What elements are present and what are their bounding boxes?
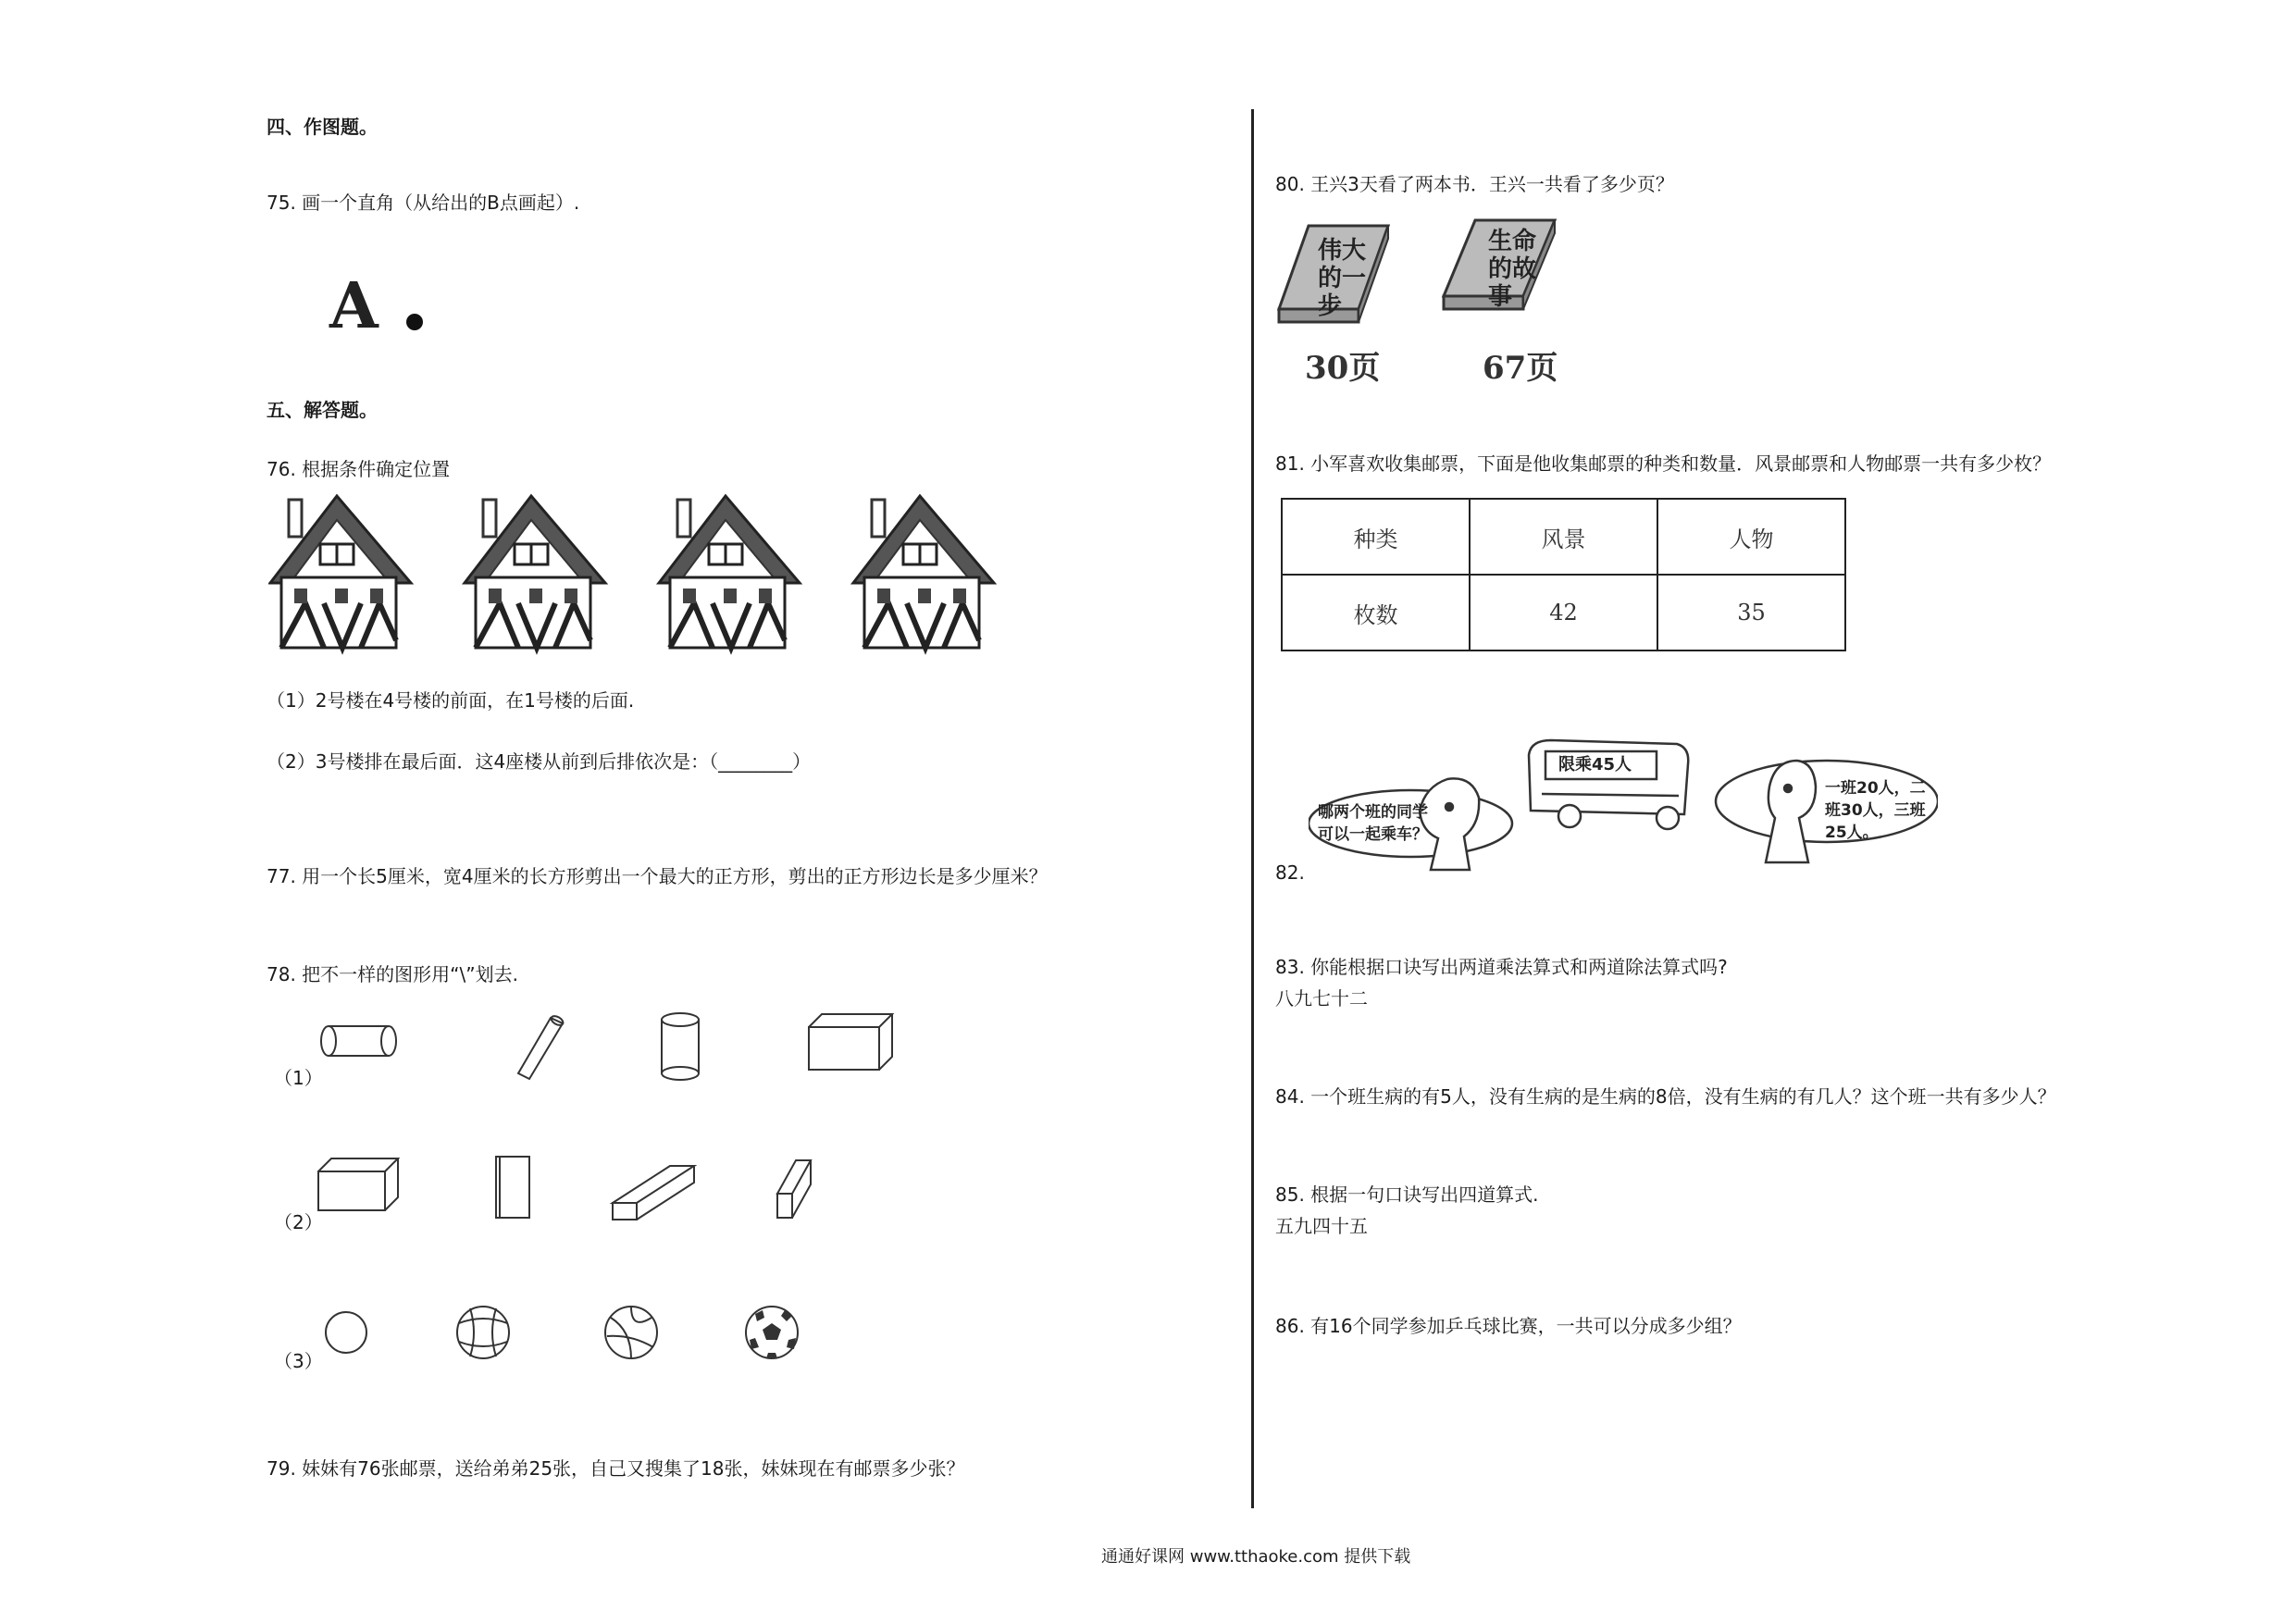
- question-76: 76. 根据条件确定位置: [267, 458, 451, 480]
- book-2-title: 生命的故事: [1488, 228, 1537, 311]
- question-84: 84. 一个班生病的有5人，没有生病的是生病的8倍，没有生病的有几人？这个班一共有多少人？: [1275, 1085, 2056, 1108]
- row-label-2: （2）: [274, 1211, 323, 1233]
- point-a-label: A: [329, 269, 379, 343]
- question-85: 85. 根据一句口诀写出四道算式.: [1275, 1183, 1539, 1206]
- book-2-pages: 67页: [1483, 350, 1558, 387]
- table-row: [1282, 499, 1845, 575]
- table-header-cell: 种类: [1282, 499, 1470, 575]
- section-4-heading: 四、作图题。: [267, 116, 378, 138]
- page-footer: 通通好课网 www.tthaoke.com 提供下载: [1101, 1547, 1411, 1567]
- row-label-3: （3）: [274, 1350, 323, 1372]
- section-5-heading: 五、解答题。: [267, 399, 378, 421]
- question-77: 77. 用一个长5厘米，宽4厘米的长方形剪出一个最大的正方形，剪出的正方形边长是多少厘米？: [267, 865, 1048, 887]
- table-cell: 35: [1657, 575, 1845, 650]
- stamp-table: [1281, 498, 1846, 651]
- point-dot: [403, 311, 426, 333]
- table-row: [1282, 575, 1845, 650]
- shapes-row-1: [315, 1009, 916, 1101]
- question-76-part-2: （2）3号楼排在最后面．这4座楼从前到后排依次是：（________）: [267, 750, 812, 773]
- question-75: 75. 画一个直角（从给出的B点画起）.: [267, 192, 580, 214]
- books-figure: [1277, 217, 1610, 389]
- speech-bubble-left: 哪两个班的同学可以一起乘车？: [1318, 803, 1428, 844]
- question-86: 86. 有16个同学参加乒乓球比赛，一共可以分成多少组？: [1275, 1315, 1742, 1337]
- question-80: 80. 王兴3天看了两本书．王兴一共看了多少页？: [1275, 173, 1674, 195]
- book-1-pages: 30页: [1305, 350, 1381, 387]
- table-cell: 枚数: [1282, 575, 1470, 650]
- question-83: 83. 你能根据口诀写出两道乘法算式和两道除法算式吗?: [1275, 956, 1728, 978]
- bus-capacity-sign: 限乘45人: [1558, 755, 1632, 774]
- question-85-formula: 五九四十五: [1275, 1215, 1368, 1237]
- row-label-1: （1）: [274, 1067, 323, 1089]
- question-83-formula: 八九七十二: [1275, 987, 1368, 1010]
- table-header-cell: 人物: [1657, 499, 1845, 575]
- question-81: 81. 小军喜欢收集邮票，下面是他收集邮票的种类和数量．风景邮票和人物邮票一共有多少枚？: [1275, 452, 2052, 475]
- question-76-part-1: （1）2号楼在4号楼的前面，在1号楼的后面.: [267, 689, 635, 712]
- column-divider: [1251, 109, 1254, 1508]
- houses-figure: [268, 492, 1009, 659]
- table-header-cell: 风景: [1470, 499, 1657, 575]
- speech-bubble-right: 一班20人，二班30人，三班25人。: [1825, 779, 1926, 842]
- bus-illustration: [1309, 722, 1938, 879]
- book-1-title: 伟大的一步: [1318, 237, 1367, 320]
- point-a-figure: [329, 269, 379, 343]
- shapes-row-2: [315, 1147, 916, 1240]
- question-78: 78. 把不一样的图形用“\”划去.: [267, 963, 518, 985]
- table-cell: 42: [1470, 575, 1657, 650]
- shapes-row-3: [315, 1286, 916, 1379]
- question-79: 79. 妹妹有76张邮票，送给弟弟25张，自己又搜集了18张，妹妹现在有邮票多少张？: [267, 1457, 965, 1480]
- question-82: 82.: [1275, 861, 1305, 884]
